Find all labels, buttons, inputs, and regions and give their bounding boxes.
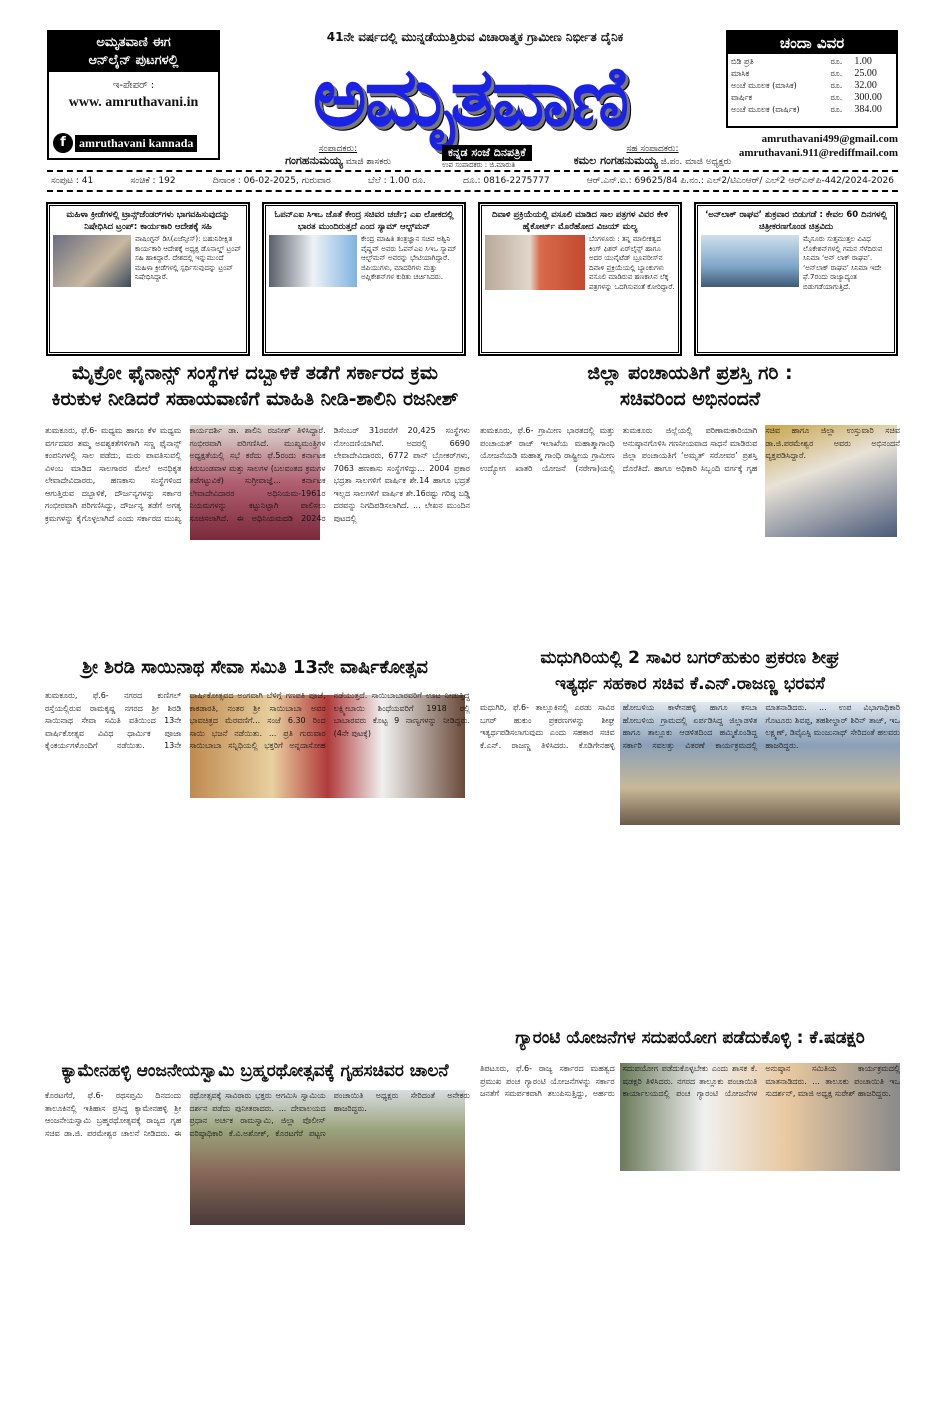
headline: ಜಿಲ್ಲಾ ಪಂಚಾಯತಿಗೆ ಪ್ರಶಸ್ತಿ ಗರಿ : ಸಚಿವರಿಂದ ಅಭಿನಂದನೆ	[587, 362, 793, 410]
subscription-label: ಬಿಡಿ ಪ್ರತಿ	[731, 57, 754, 66]
issue-info-bar	[47, 170, 898, 192]
registration: ಆರ್.ಎನ್.ಐ.: 69625/84 ಪಿ.ನಂ.: ಎಲ್2/ಟಿಎಂಆರ್/ ಎಲ್2 ಆರ್‌ಎನ್‌ಪಿ-442/2024-2026	[586, 176, 894, 186]
subscription-row	[728, 56, 896, 68]
headline: ಕ್ಯಾಮೇನಹಳ್ಳಿ ಆಂಜನೇಯಸ್ವಾಮಿ ಬ್ರಹ್ಮರಥೋತ್ಸವಕ್ಕೆ ಗೃಹಸಚಿವರ ಚಾಲನೆ	[61, 1061, 449, 1081]
article-body: ತುಮಕೂರು, ಫೆ.6- ಮಧ್ಯಮ ಹಾಗೂ ಕೆಳ ಮಧ್ಯಮ ವರ್ಗದವರ ತಮ್ಮ ಅವಶ್ಯಕತೆಗಳಿಗಾಗಿ ಸಣ್ಣ ಫೈನಾನ್ಸ್ ಕಂಪನಿಗಳಲ್ಲಿ ಸಾಲ ಪಡೆದು, ಮರು ಪಾವತಿಸುವಲ್ಲಿ ವಿಳಂಬ ಮಾಡಿದ ಸಾಲಗಾರರ ಮೇಲೆ ಅನಧಿಕೃತ ಲೇವಾದೇವಿದಾರರು, ಹಣಕಾಸು ಸಂಸ್ಥೆಗಳಿಂದ ಆಗುತ್ತಿರುವ ದಬ್ಬಾಳಿಕೆ, ದೌರ್ಜನ್ಯಗಳನ್ನು ಸರ್ಕಾರ ಗಂಭೀರವಾಗಿ ಪರಿಗಣಿಸಿದ್ದು, ದೌರ್ಜನ್ಯ ತಡೆಗೆ ಅಗತ್ಯ ಕ್ರಮಗಳನ್ನು ಕೈಗೊಳ್ಳಲಾಗಿದೆ ಎಂದು ಸರ್ಕಾರದ ಮುಖ್ಯ ಕಾರ್ಯದರ್ಶಿ ಡಾ. ಶಾಲಿನಿ ರಜನೀಶ್ ತಿಳಿಸಿದ್ದಾರೆ. ಗಂಭೀರವಾಗಿ ಪರಿಗಣಿಸಿದೆ. ಮುಖ್ಯಮಂತ್ರಿಗಳ ಅಧ್ಯಕ್ಷತೆಯಲ್ಲಿ ಸಭೆ ಕರೆದು ಫೆ.5ರಂದು ಕರ್ನಾಟಕ ಕಿರುಬಂಡವಾಳ ಮತ್ತು ಸಾಲಗಳ (ಬಲವಂತದ ಕ್ರಮಗಳ ತಡೆಗಟ್ಟುವಿಕೆ) ಸುಗ್ರೀವಾಜ್ಞೆ... ಕರ್ನಾಟಕ ಲೇವಾದೇವಿದಾರರ ಅಧಿನಿಯಮ-1961ರ ನಿಯಮಗಳನ್ನು ಕಟ್ಟುನಿಟ್ಟಾಗಿ ಪಾಲಿಸಲು ಸೂಚಿಸಲಾಗಿದೆ. ಈ ಅಧಿನಿಯಮದಡಿ 2024ರ ಡಿಸೆಂಬರ್ 31ರವರೆಗೆ 20,425 ಸಂಸ್ಥೆಗಳು ನೋಂದಣಿಯಾಗಿವೆ. ಅದರಲ್ಲಿ 6690 ಲೇವಾದೇವಿದಾರರು, 6772 ಪಾನ್ ಬ್ರೋಕರ್‌ಗಳು, 7063 ಹಣಕಾಸು ಸಂಸ್ಥೆಗಳಿದ್ದು... 2004 ಪ್ರಕಾರ ಭದ್ರತಾ ಸಾಲಗಳಿಗೆ ವಾರ್ಷಿಕ ಶೇ.14 ಹಾಗೂ ಭದ್ರತೆ ಇಲ್ಲದ ಸಾಲಗಳಿಗೆ ವಾರ್ಷಿಕ ಶೇ.16ರಷ್ಟು ಗರಿಷ್ಠ ಬಡ್ಡಿ ದರವನ್ನು ನಿಗದಿಪಡಿಸಲಾಗಿದೆ. ... ಲೇಖನ ಮುಂದಿನ ಪುಟದಲ್ಲಿ	[45, 426, 470, 523]
article-body: ತುಮಕೂರು, ಫೆ.6- ನಗರದ ಕುಣಿಗಲ್ ರಸ್ತೆಯಲ್ಲಿರುವ ರಾಮಕೃಷ್ಣ ನಗರದ ಶ್ರೀ ಶಿರಡಿ ಸಾಯಿನಾಥ ಸೇವಾ ಸಮಿತಿ ವತಿಯಿಂದ 13ನೇ ವಾರ್ಷಿಕೋತ್ಸವ ವಿವಿಧ ಧಾರ್ಮಿಕ ಪೂಜಾ ಕೈಂಕರ್ಯಗಳೊಂದಿಗೆ ನಡೆಯಿತು. 13ನೇ ವಾರ್ಷಿಕೋತ್ಸವದ ಅಂಗವಾಗಿ ಬೆಳಿಗ್ಗೆ ಗಣಪತಿ ಪೂಜೆ, ಕಾಕಡಾರತಿ, ನಂತರ ಶ್ರೀ ಸಾಯಿಬಾಬಾ ಅವರ ಭಾವಚಿತ್ರದ ಮೆರವಣಿಗೆ... ಸಂಜೆ 6.30 ರಿಂದ ಸಾಯಿ ಭಜನೆ ನಡೆಯಿತು. ... ಪ್ರತಿ ಗುರುವಾರ ಸಾಯಿಬಾಬಾ ಸನ್ನಿಧಿಯಲ್ಲಿ ಭಕ್ತರಿಗೆ ಅನ್ನದಾಸೋಹ ನಡೆಯುತ್ತದೆ. ಸಾಯಿಬಾಬಾರವರಿಗೆ ಊಟ ನೀಡುತ್ತಿದ್ದ ಲಕ್ಷ್ಮೀಬಾಯಿ ಶಿಂಧೆಯವರಿಗೆ 1918 ರಲ್ಲಿ ಬಾಬಾರವರು ಕೊಟ್ಟ 9 ನಾಣ್ಯಗಳನ್ನು ನೀಡಿದ್ದರು. (4ನೇ ಪುಟಕ್ಕೆ)	[45, 691, 470, 750]
issue: ಸಂಚಿಕೆ : 192	[130, 176, 176, 186]
promo-title: ಅಮೃತವಾಣಿ ಈಗ ಆನ್‌ಲೈನ್ ಪುಟಗಳಲ್ಲಿ	[49, 32, 218, 72]
headline: ಗ್ಯಾರಂಟಿ ಯೋಜನೆಗಳ ಸದುಪಯೋಗ ಪಡೆದುಕೊಳ್ಳಿ : ಕೆ.ಷಡಕ್ಷರಿ	[515, 1028, 865, 1048]
teaser-body: ವಾಷಿಂಗ್ಟನ್ ಡಿಸಿ(ಏಜೆನ್ಸೀಸ್): ಬಹುನಿರೀಕ್ಷಿತ ಕಾರ್ಯಕಾರಿ ಆದೇಶಕ್ಕೆ ಅಧ್ಯಕ್ಷ ಡೊನಾಲ್ಡ್ ಟ್ರಂಪ್ ಸಹಿ ಹಾಕಿದ್ದಾರೆ. ದೇಶದಲ್ಲಿ ಇನ್ನುಮುಂದೆ ಮಹಿಳಾ ಕ್ರೀಡೆಗಳಲ್ಲಿ ಸ್ಪರ್ಧಿಸುವುದನ್ನು ಟ್ರಂಪ್ ನಿಷೇಧಿಸಿದ್ದಾರೆ.	[135, 235, 242, 281]
subscription-row	[728, 68, 896, 80]
teaser-photo	[485, 235, 585, 290]
subscription-amount: 300.00	[854, 92, 882, 103]
epaper-url[interactable]: www. amruthavani.in	[68, 95, 199, 110]
headline: ಮೈಕ್ರೋ ಫೈನಾನ್ಸ್ ಸಂಸ್ಥೆಗಳ ದಬ್ಬಾಳಿಕೆ ತಡೆಗೆ ಸರ್ಕಾರದ ಕ್ರಮ ಕಿರುಕುಳ ನೀಡಿದರೆ ಸಹಾಯವಾಣಿಗೆ ಮಾಹಿತಿ ನೀಡಿ-ಶಾಲಿನಿ ರಜನೀಶ್	[51, 362, 459, 410]
contact-emails	[739, 132, 898, 160]
subscription-amount: 25.00	[854, 68, 877, 79]
subscription-label: ಅಂಚೆ ಮೂಲಕ (ವಾರ್ಷಿಕ)	[731, 105, 800, 114]
subtitle: ಕನ್ನಡ ಸಂಜೆ ದಿನಪತ್ರಿಕೆ	[442, 145, 532, 161]
coeditor-credit: ಸಹ ಸಂಪಾದಕರು: ಕಮಲ ಗಂಗಹನುಮಯ್ಯ ಜಿ.ಪಂ. ಮಾಜಿ ಅಧ್ಯಕ್ಷರು	[573, 144, 732, 167]
subscription-row	[728, 104, 896, 116]
email[interactable]: amruthavani499@gmail.com	[761, 133, 898, 145]
teaser-photo	[269, 235, 357, 287]
teaser-box[interactable]	[47, 203, 249, 355]
teaser-title: ದಿವಾಳಿ ಪ್ರಕ್ರಿಯೆಯಲ್ಲಿ ವಸೂಲಿ ಮಾಡಿದ ಸಾಲ ಪತ್ರಗಳ ವಿವರ ಕೇಳಿ ಹೈಕೋರ್ಟ್ ಮೊರೆಹೋದ ವಿಜಯ್ ಮಲ್ಯ	[491, 210, 669, 232]
teaser-title: ‘ಅನ್‌ಲಾಕ್ ರಾಘವ’ ಶುಕ್ರವಾರ ಬಿಡುಗಡೆ : ಕೇವಲ 60 ದಿನಗಳಲ್ಲಿ ಚಿತ್ರೀಕರಣಗೊಂಡ ಚಿತ್ರವಿದು	[704, 210, 888, 232]
date: ದಿನಾಂಕ : 06-02-2025, ಗುರುವಾರ	[212, 176, 331, 186]
online-promo-box	[47, 30, 220, 160]
phone: ದೂ.: 0816-2275777	[463, 176, 550, 186]
teaser-title: ಮಹಿಳಾ ಕ್ರೀಡೆಗಳಲ್ಲಿ ಟ್ರಾನ್ಸ್‌ಜೆಂಡರ್‌ಗಳು ಭಾಗವಹಿಸುವುದನ್ನು ನಿಷೇಧಿಸಿದ ಟ್ರಂಪ್: ಕಾರ್ಯಕಾರಿ ಆದೇಶಕ್ಕೆ ಸಹಿ	[66, 210, 230, 232]
teaser-box[interactable]	[263, 203, 465, 355]
subscription-label: ಮಾಸಿಕ	[731, 69, 750, 78]
price: ಬೆಲೆ : 1.00 ರೂ.	[368, 176, 426, 186]
facebook-link[interactable]: f amruthavani kannada	[53, 133, 197, 153]
editor-credit: ಸಂಪಾದಕರು: ಗಂಗಹನುಮಯ್ಯ ಮಾಜಿ ಶಾಸಕರು	[285, 144, 391, 167]
teaser-title: ಓಪನ್‌ಎಐ ಸಿಇಒ ಜೊತೆ ಕೇಂದ್ರ ಸಚಿವರ ಚರ್ಚೆ; ಎಐ ಲೋಕದಲ್ಲಿ ಭಾರತ ಮುಂದಿರುತ್ತದೆ ಎಂದ ಸ್ಯಾಮ್ ಆಲ್ಟ್‌ಮನ್	[274, 210, 454, 232]
subscription-label: ವಾರ್ಷಿಕ	[731, 93, 753, 102]
article-body: ತಿಪಟೂರು, ಫೆ.6- ರಾಜ್ಯ ಸರ್ಕಾರದ ಮಹತ್ವದ ಪ್ರಮುಖ ಪಂಚ ಗ್ಯಾರಂಟಿ ಯೋಜನೆಗಳನ್ನು ಸರ್ಕಾರ ಜನತೆಗೆ ಸಮರ್ಪಕವಾಗಿ ತಲುಪಿಸುತ್ತಿದ್ದು, ಅರ್ಹರು ಸದುಪಯೋಗ ಪಡೆದುಕೊಳ್ಳಬೇಕು ಎಂದು ಶಾಸಕ ಕೆ. ಷಡಕ್ಷರಿ ತಿಳಿಸಿದರು. ನಗರದ ತಾಲ್ಲೂಕು ಪಂಚಾಯಿತಿ ಕಾರ್ಯಾಲಯದಲ್ಲಿ ಪಂಚ ಗ್ಯಾರಂಟಿ ಯೋಜನೆಗಳ ಅನುಷ್ಠಾನ ಸಮಿತಿಯ ಕಾರ್ಯಕ್ರಮದಲ್ಲಿ ಮಾತನಾಡಿದರು. ... ತಾಲೂಕು ಪಂಚಾಯಿತಿ ಇಒ ಸುದರ್ಶನ್, ಮಾಜಿ ಅಧ್ಯಕ್ಷ ಸುರೇಶ್ ಹಾಜರಿದ್ದರು.	[480, 1064, 900, 1098]
teaser-box[interactable]	[479, 203, 681, 355]
tagline: 41ನೇ ವರ್ಷದಲ್ಲಿ ಮುನ್ನಡೆಯುತ್ತಿರುವ ವಿಚಾರಾತ್ಮಕ ಗ್ರಾಮೀಣ ನಿರ್ಭೀತ ದೈನಿಕ	[326, 30, 624, 44]
newspaper-logo: ಅಮೃತವಾಣಿ	[312, 50, 628, 145]
subscription-cur: ರೂ.	[830, 69, 843, 78]
subscription-cur: ರೂ.	[830, 93, 843, 102]
teaser-body: ಮೈಸೂರು ಸುತ್ತಮುತ್ತಲ ವಿವಿಧ ಲೊಕೇಶನ್‌ಗಳಲ್ಲಿ ಗಮನ ಸೆಳೆದಿರುವ ಸಿನಿಮಾ ‘ಅನ್ ಲಾಕ್ ರಾಘವ’. ‘ಅನ್‌ಲಾಕ್ ರಾಘವ’ ಸಿನಿಮಾ ಇದೇ ಫೆ.7ರಂದು ರಾಜ್ಯಾದ್ಯಂತ ಬಿಡುಗಡೆಯಾಗುತ್ತಿದೆ.	[803, 235, 883, 291]
subscription-amount: 1.00	[854, 56, 872, 67]
subscription-cur: ರೂ.	[830, 57, 843, 66]
subscription-amount: 384.00	[854, 104, 882, 115]
article-body: ಮಧುಗಿರಿ, ಫೆ.6- ತಾಲ್ಲೂಕಿನಲ್ಲಿ ಎರಡು ಸಾವಿರ ಬಗರ್ ಹುಕುಂ ಪ್ರಕರಣಗಳನ್ನು ಶೀಘ್ರ ಇತ್ಯರ್ಥಪಡಿಸಲಾಗುವುದು ಎಂದು ಸಹಕಾರ ಸಚಿವ ಕೆ.ಎನ್. ರಾಜಣ್ಣ ತಿಳಿಸಿದರು. ಕೊಡಿಗೇನಹಳ್ಳಿ ಹೋಬಳಿಯ ಕಾಳೇನಹಳ್ಳಿ ಹಾಗೂ ಕಸಬಾ ಹೋಬಳಿಯ ಗ್ರಾಮದಲ್ಲಿ ಏರ್ಪಡಿಸಿದ್ದ ಜಿಲ್ಲಾಡಳಿತ ಹಾಗೂ ತಾಲ್ಲೂಕು ಆಡಳಿತದಿಂದ ಹಮ್ಮಿಕೊಂಡಿದ್ದ ಸರ್ಕಾರಿ ಸವಲತ್ತು ವಿತರಣೆ ಕಾರ್ಯಕ್ರಮದಲ್ಲಿ ಮಾತನಾಡಿದರು. ... ಉಪ ವಿಭಾಗಾಧಿಕಾರಿ ಗೊಟೂರು ಶಿವಪ್ಪ, ತಹಶೀಲ್ದಾರ್ ಶಿರಿನ್ ತಾಜ್, ಇಒ ಲಕ್ಷ್ಮಣ್, ಡಿವೈಎಸ್ಪಿ ಮಂಜುನಾಥ್ ಸೇರಿದಂತೆ ಹಲವರು ಹಾಜರಿದ್ದರು.	[480, 703, 900, 750]
subscription-box	[726, 30, 898, 128]
facebook-icon: f	[53, 133, 73, 153]
teaser-photo	[701, 235, 799, 287]
subscription-cur: ರೂ.	[830, 105, 843, 114]
headline: ಶ್ರೀ ಶಿರಡಿ ಸಾಯಿನಾಥ ಸೇವಾ ಸಮಿತಿ 13ನೇ ವಾರ್ಷಿಕೋತ್ಸವ	[82, 657, 428, 678]
teaser-body: ಕೇಂದ್ರ ಮಾಹಿತಿ ತಂತ್ರಜ್ಞಾನ ಸಚಿವ ಅಶ್ವಿನಿ ವೈಷ್ಣವ್ ಅವರು ಓಪನ್‌ಎಐ ಸಿಇಒ ಸ್ಯಾಮ್ ಆಲ್ಟ್‌ಮನ್ ಅವರನ್ನು ಭೇಟಿಯಾಗಿದ್ದಾರೆ. ಜಿಪಿಯುಗಳು, ಮಾದರಿಗಳು ಮತ್ತು ಅಪ್ಲಿಕೇಶನ್‌ಗಳ ಕುರಿತು ಚರ್ಚಿಸಿದರು.	[361, 235, 457, 281]
article-body: ತುಮಕೂರು, ಫೆ.6- ಗ್ರಾಮೀಣ ಭಾರತದಲ್ಲಿ ಮತ್ತು ಪಂಚಾಯತ್ ರಾಜ್ ಇಲಾಖೆಯ ಮಹಾತ್ಮಾಗಾಂಧಿ ಯೋಜನೆಯಡಿ ಮಹಾತ್ಮ ಗಾಂಧಿ ರಾಷ್ಟ್ರೀಯ ಗ್ರಾಮೀಣ ಉದ್ಯೋಗ ಖಾತರಿ ಯೋಜನೆ (ನರೇಗಾ)ಯಲ್ಲಿ ತುಮಕೂರು ಜಿಲ್ಲೆಯಲ್ಲಿ ಪರಿಣಾಮಕಾರಿಯಾಗಿ ಅನುಷ್ಠಾನಗೊಳಿಸಿ ಗಣನೀಯವಾದ ಸಾಧನೆ ಮಾಡಿರುವ ಜಿಲ್ಲಾ ಪಂಚಾಯತಿಗೆ ‘ಅಮೃತ್ ಸರೋವರ’ ಪ್ರಶಸ್ತಿ ದೊರೆತಿದೆ. ಹಾಗೂ ಅಧಿಕಾರಿ ಸಿಬ್ಬಂದಿ ವರ್ಗಕ್ಕೆ ಗೃಹ ಸಚಿವ ಹಾಗೂ ಜಿಲ್ಲಾ ಉಸ್ತುವಾರಿ ಸಚಿವ ಡಾ.ಜಿ.ಪರಮೇಶ್ವರ ಅವರು ಅಭಿನಂದನೆ ವ್ಯಕ್ತಪಡಿಸಿದ್ದಾರೆ.	[480, 426, 900, 473]
subscription-row	[728, 80, 896, 92]
headline: ಮಧುಗಿರಿಯಲ್ಲಿ 2 ಸಾವಿರ ಬಗರ್‌ಹುಕುಂ ಪ್ರಕರಣ ಶೀಘ್ರ ಇತ್ಯರ್ಥ ಸಹಕಾರ ಸಚಿವ ಕೆ.ಎನ್.ರಾಜಣ್ಣ ಭರವಸೆ	[540, 648, 840, 694]
subscription-label: ಅಂಚೆ ಮೂಲಕ (ಮಾಸಿಕ)	[731, 81, 797, 90]
epaper-label: ಇ-ಪೇಪರ್ :	[112, 80, 155, 91]
subscription-row	[728, 92, 896, 104]
assoc-editor: ಉಪ ಸಂಪಾದಕರು : ಜಿ.ಮಾರುತಿ	[442, 161, 516, 169]
article-body: ಕೊರಟಗೆರೆ, ಫೆ.6- ರಥಸಪ್ತಮಿ ದಿನದಂದು ತಾಲೂಕಿನಲ್ಲಿ ಇತಿಹಾಸ ಪ್ರಸಿದ್ಧ ಕ್ಯಾಮೇನಹಳ್ಳಿ ಶ್ರೀ ಆಂಜನೇಯಸ್ವಾಮಿ ಬ್ರಹ್ಮರಥೋತ್ಸವಕ್ಕೆ ರಾಜ್ಯದ ಗೃಹ ಸಚಿವ ಡಾ.ಜಿ. ಪರಮೇಶ್ವರ ಚಾಲನೆ ನೀಡಿದರು. ಈ ರಥೋತ್ಸವಕ್ಕೆ ಸಾವಿರಾರು ಭಕ್ತರು ಆಗಮಿಸಿ ಸ್ವಾಮಿಯ ದರ್ಶನ ಪಡೆದು ಪುನೀತರಾದರು. ... ದೇವಾಲಯದ ಪ್ರಧಾನ ಅರ್ಚಕ ರಾಮಸ್ವಾಮಿ, ಜಿಲ್ಲಾ ಪೊಲೀಸ್ ವರಿಷ್ಠಾಧಿಕಾರಿ ಕೆ.ವಿ.ಅಶೋಕ್, ಕೊರಟಗೆರೆ ಪಟ್ಟಣ ಪಂಚಾಯಿತಿ ಅಧ್ಯಕ್ಷರು ಸೇರಿದಂತೆ ಅನೇಕರು ಹಾಜರಿದ್ದರು.	[45, 1091, 470, 1138]
subscription-title: ಚಂದಾ ವಿವರ	[728, 32, 896, 54]
teaser-box[interactable]	[695, 203, 897, 355]
subscription-amount: 32.00	[854, 80, 877, 91]
teaser-photo	[53, 235, 131, 287]
email[interactable]: amruthavani.911@rediffmail.com	[738, 147, 898, 159]
subscription-table	[728, 56, 896, 116]
subscription-cur: ರೂ.	[830, 81, 843, 90]
volume: ಸಂಪುಟ : 41	[51, 176, 94, 186]
teaser-body: ಬೆಂಗಳೂರು : ತನ್ನ ಮಾಲೀಕತ್ವದ ಕಿಂಗ್ ಫಿಶರ್ ಏರ್‌ಲೈನ್ಸ್ ಹಾಗೂ ಅದರ ಯುನೈಟೆಡ್ ಬ್ರೂವರೀಸ್‌ನ ದಿವಾಳಿ ಪ್ರಕ್ರಿಯೆಯಲ್ಲಿ ಬ್ಯಾಂಕುಗಳು ವಸೂಲಿ ಮಾಡಿರುವ ಹಣಕಾಸಿನ ಲೆಕ್ಕ ಪತ್ರಗಳನ್ನು ಒದಗಿಸುವಂತೆ ಕೋರಿದ್ದಾರೆ.	[589, 235, 675, 291]
